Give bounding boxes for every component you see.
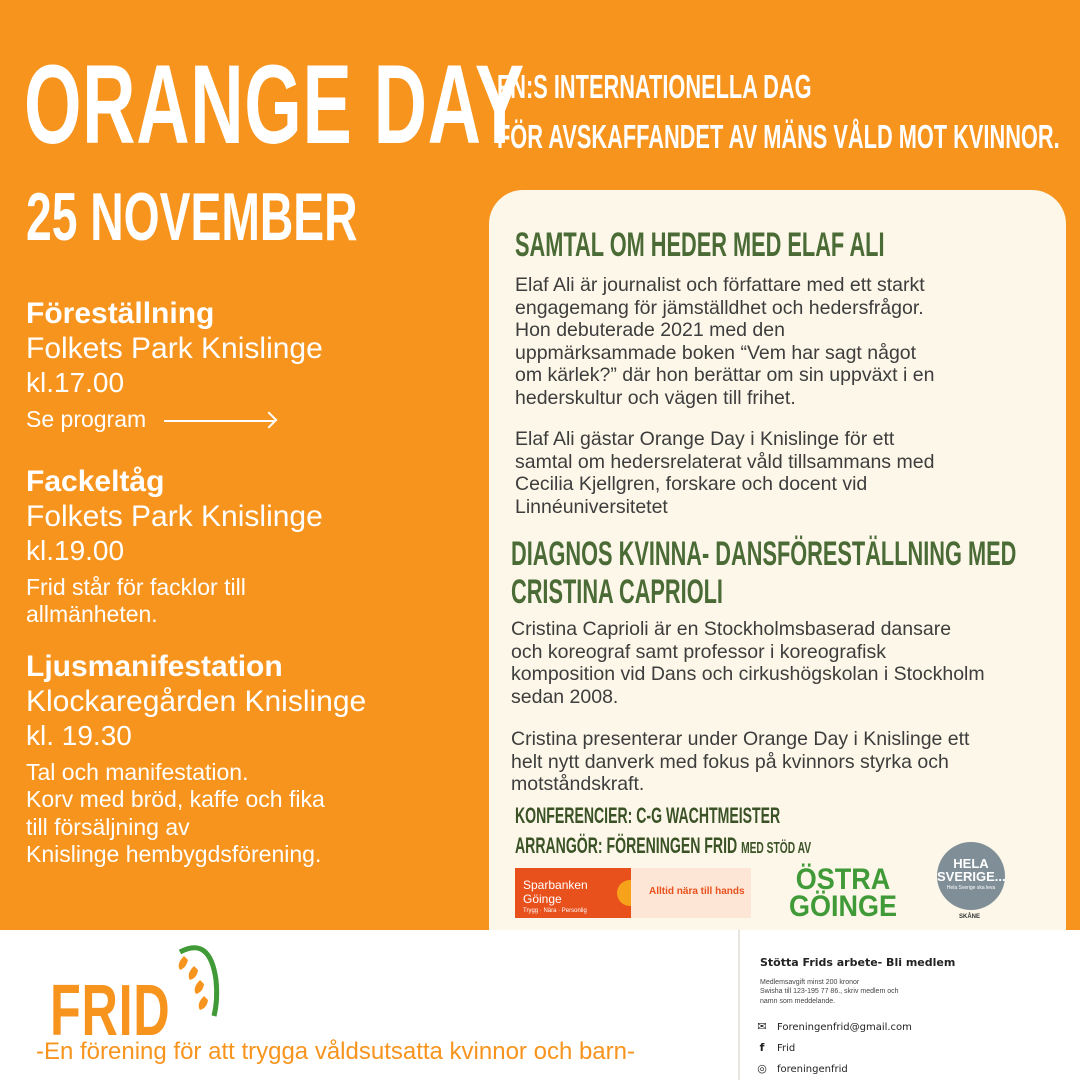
event-note [26, 759, 366, 869]
event-note-line: allmänheten. [26, 601, 158, 628]
med-stod-label: MED STÖD AV [741, 840, 812, 857]
event-time: kl. 19.30 [26, 720, 132, 751]
footer-divider [738, 930, 740, 1080]
paragraph-line: Cristina presenterar under Orange Day i Knislinge ett [511, 728, 970, 750]
hela-tagline: Hela Sverige ska leva [946, 885, 996, 891]
arrangor-credit [515, 833, 811, 859]
facebook-icon: f [759, 1041, 765, 1054]
event-title: ORANGE DAY [24, 42, 525, 167]
paragraph-line: Elaf Ali gästar Orange Day i Knislinge för ett [515, 428, 895, 450]
paragraph-line: Cristina Caprioli är en Stockholmsbaserad dansare [511, 618, 952, 640]
paragraph-line: uppmärksammade boken “Vem har sagt något [515, 341, 917, 364]
subtitle-line-2: FÖR AVSKAFFANDET AV MÄNS VÅLD MOT KVINNOR. [497, 118, 1060, 155]
frid-tagline: -En förening för att trygga våldsutsatta kvinnor och barn- [36, 1038, 635, 1065]
support-line: Swisha till 123-195 77 86., skriv medlem och [760, 988, 899, 996]
event-ljusmanifestation [26, 650, 366, 869]
event-heading: Fackeltåg [26, 465, 165, 498]
sparbanken-tagline: Trygg · Nära · Personlig [523, 908, 587, 914]
section-heading-caprioli: DIAGNOS KVINNA- DANSFÖRESTÄLLNING MED [511, 535, 1017, 573]
hela-line1: HELA [953, 856, 989, 871]
paragraph-line: Hon debuterade 2021 med den [515, 319, 785, 342]
arrangor-label: ARRANGÖR: FÖRENINGEN FRID [515, 833, 738, 858]
instagram-text: foreningenfrid [777, 1064, 848, 1075]
event-note-line: till försäljning av [26, 813, 190, 840]
paragraph-line: Linnéuniversitetet [515, 495, 668, 518]
sparbanken-slogan: Alltid nära till hands [631, 868, 751, 918]
paragraph-line: samtal om hedersrelaterat våld tillsammans med [515, 450, 935, 473]
event-fackeltag [26, 465, 323, 629]
facebook-contact[interactable] [755, 1041, 795, 1054]
event-place: Folkets Park Knislinge [26, 331, 323, 365]
subtitle-line-1: FN:S INTERNATIONELLA DAG [497, 68, 812, 105]
facebook-text: Frid [777, 1043, 796, 1054]
event-date: 25 NOVEMBER [26, 179, 358, 255]
see-program-link[interactable] [26, 406, 323, 434]
footer [0, 930, 1080, 1080]
instagram-contact[interactable] [755, 1062, 848, 1075]
event-note-line: Knislinge hembygdsförening. [26, 841, 322, 868]
event-forestallning [26, 297, 323, 433]
section-paragraph [511, 728, 1061, 796]
email-contact[interactable] [755, 1020, 912, 1033]
ostra-line1: ÖSTRA [795, 863, 891, 896]
paragraph-line: Elaf Ali är journalist och författare med ett starkt [515, 274, 925, 296]
paragraph-line: Cecilia Kjellgren, forskare och docent vid [515, 473, 868, 496]
paragraph-line: engagemang för jämställdhet och hedersfrågor. [515, 296, 924, 319]
paragraph-line: motståndskraft. [511, 773, 645, 796]
section-paragraph [515, 274, 1035, 410]
support-line: Medlemsavgift minst 200 kronor [760, 979, 860, 986]
paragraph-line: komposition vid Dans och cirkushögskolan i Stockholm [511, 663, 985, 686]
ostra-goinge-logo [789, 863, 898, 923]
section-heading-elaf-ali: SAMTAL OM HEDER MED ELAF ALI [515, 226, 885, 264]
paragraph-line: och koreograf samt professor i koreografisk [511, 640, 886, 663]
event-note [26, 574, 323, 629]
sparbanken-logo [515, 868, 631, 918]
section-heading-caprioli-line2: CRISTINA CAPRIOLI [511, 573, 723, 611]
hela-line2: SVERIGE... [937, 869, 1006, 884]
hela-sverige-logo [937, 842, 1005, 910]
event-place: Klockaregården Knislinge [26, 684, 367, 718]
email-text: Foreningenfrid@gmail.com [777, 1022, 912, 1033]
support-title: Stötta Frids arbete- Bli medlem [760, 956, 956, 969]
instagram-icon: ◎ [757, 1062, 767, 1075]
event-note-line: Korv med bröd, kaffe och fika [26, 786, 325, 813]
event-note-line: Frid står för facklor till [26, 573, 246, 600]
see-program-label: Se program [26, 405, 147, 432]
envelope-icon: ✉ [757, 1020, 767, 1033]
support-info [760, 978, 950, 1006]
event-heading: Föreställning [26, 297, 215, 330]
support-line: namn som meddelande. [760, 997, 836, 1005]
event-time: kl.19.00 [26, 535, 125, 566]
section-paragraph [511, 618, 1061, 708]
program-panel [489, 190, 1066, 930]
paragraph-line: helt nytt danverk med fokus på kvinnors styrka och [511, 750, 949, 773]
hela-region: SKÅNE [959, 914, 981, 920]
konferencier-credit: KONFERENCIER: C-G WACHTMEISTER [515, 803, 781, 828]
ostra-line2: GÖINGE [789, 890, 898, 923]
paragraph-line: sedan 2008. [511, 685, 619, 708]
paragraph-line: om kärlek?” där hon berättar om sin uppväxt i en [515, 364, 935, 387]
event-time: kl.17.00 [26, 367, 125, 398]
frid-logo-text: FRID [50, 971, 171, 1051]
section-paragraph [515, 428, 1035, 518]
arrow-right-icon [164, 420, 274, 422]
paragraph-line: hederskultur och vägen till frihet. [515, 387, 796, 410]
event-place: Folkets Park Knislinge [26, 499, 323, 533]
event-note-line: Tal och manifestation. [26, 758, 249, 785]
sparbanken-name: Sparbanken Göinge [523, 878, 588, 906]
bluebell-flower-icon [170, 940, 230, 1020]
event-heading: Ljusmanifestation [26, 650, 283, 683]
